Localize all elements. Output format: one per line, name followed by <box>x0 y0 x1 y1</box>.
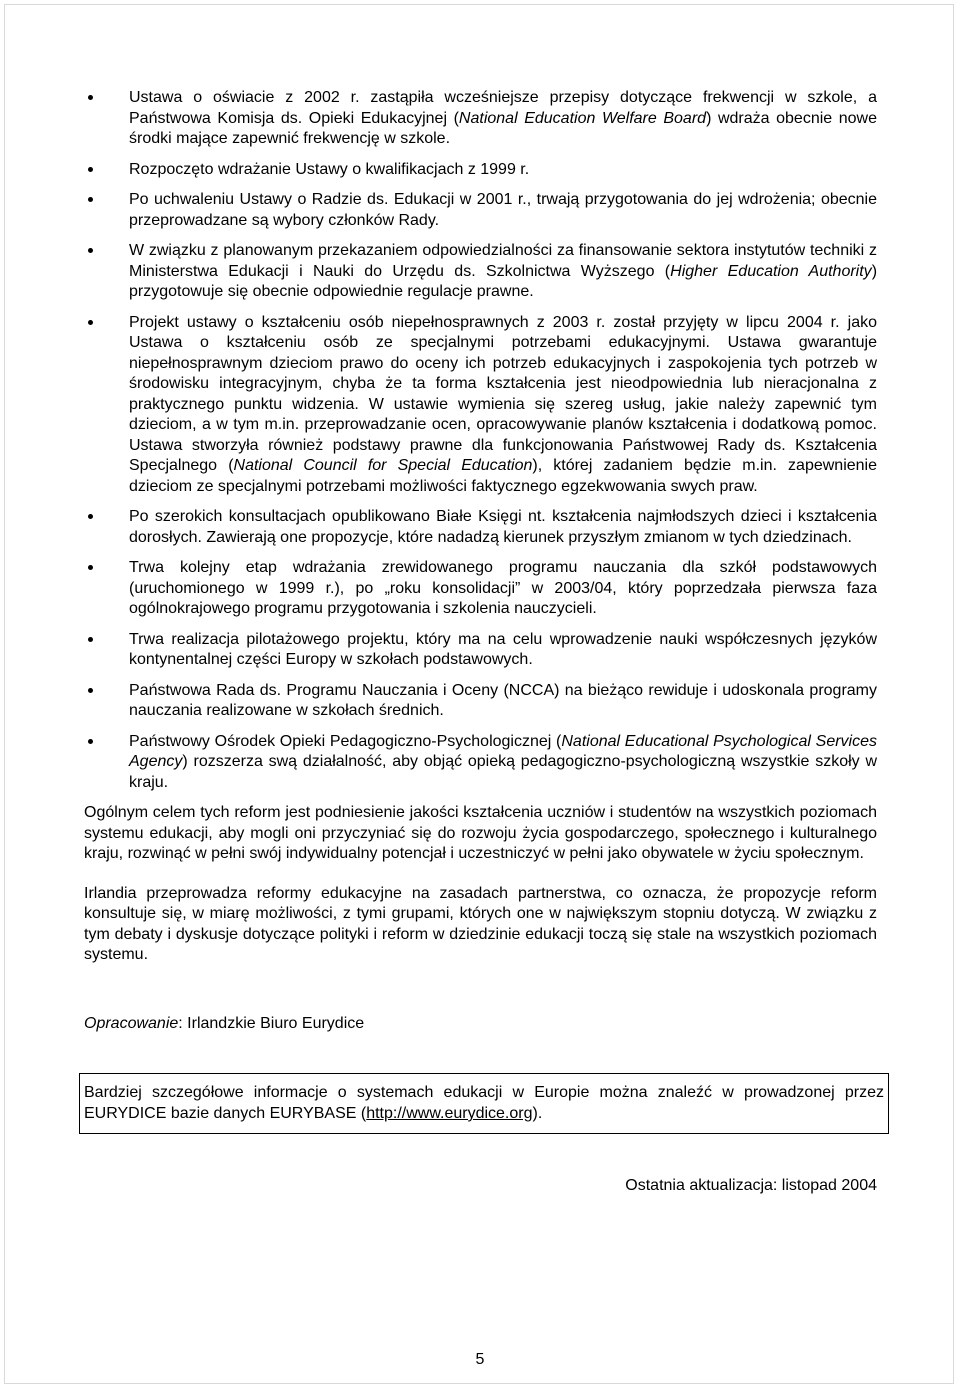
paragraphs <box>84 803 877 966</box>
bullet-icon <box>88 167 93 172</box>
credit-separator: : <box>178 1014 188 1032</box>
credit-value: Irlandzkie Biuro Eurydice <box>187 1014 365 1032</box>
list-item-text: Po uchwaleniu Ustawy o Radzie ds. Edukacji w 2001 r., trwają przygotowania do jej wdrożenia; obecnie przeprowadzane są wybory członków Rady. <box>129 191 877 229</box>
list-item-text: ) przygotowuje się obecnie odpowiednie regulacje prawne. <box>129 262 878 300</box>
list-item-italic-text: National Council for Special Education <box>233 457 533 474</box>
list-item-text: Po szerokich konsultacjach opublikowano Białe Księgi nt. kształcenia najmłodszych dzieci i kształcenia dorosłych. Zawierają one propozycje, które nadadzą kierunek przyszłym zmianom w tych dziedzinach. <box>129 508 877 546</box>
list-item-italic-text: National Education Welfare Board <box>458 109 707 127</box>
eurydice-link[interactable]: http://www.eurydice.org <box>366 1105 533 1122</box>
list-item <box>84 630 877 671</box>
bullet-icon <box>88 637 93 642</box>
bullet-icon <box>88 197 93 202</box>
list-item-text: ) rozszerza swą działalność, aby objąć opieką pedagogiczno-psychologiczną wszystkie szkoły w kraju. <box>129 753 877 791</box>
bullet-icon <box>88 688 93 693</box>
credit-line <box>84 1014 877 1035</box>
list-item <box>84 160 877 181</box>
info-box-text: Bardziej szczegółowe informacje o systemach edukacji w Europie można znaleźć w prowadzonej przez EURYDICE bazie danych EURYBASE ( <box>84 1084 884 1122</box>
bullet-icon <box>88 514 93 519</box>
bullet-icon <box>88 739 93 744</box>
list-item <box>84 313 877 498</box>
list-item-italic-text: National Educational Psychological Services Agency <box>129 732 877 770</box>
list-item-italic-text: Higher Education Authority <box>670 262 872 280</box>
bullet-icon <box>88 95 93 100</box>
list-item-text: Państwowy Ośrodek Opieki Pedagogiczno-Psychologicznej ( <box>129 732 562 750</box>
list-item <box>84 507 877 548</box>
paragraph-partnership: Irlandia przeprowadza reformy edukacyjne na zasadach partnerstwa, co oznacza, że propozycje reform konsultuje się, w miarę możliwości, z tymi grupami, których one w największym stopniu dotyczą. W związku z tym debaty i dyskusje dotyczące polityki i reform w dziedzinie edukacji toczą się stale na wszystkich poziomach systemu. <box>84 884 877 963</box>
list-item-text: Trwa realizacja pilotażowego projektu, który ma na celu wprowadzenie nauki współczesnych języków kontynentalnej części Europy w szkołach podstawowych. <box>129 630 877 668</box>
credit-label: Opracowanie <box>84 1014 179 1032</box>
bullet-icon <box>88 248 93 253</box>
list-item-text: ) wdraża obecnie nowe środki mające zapewnić frekwencję w szkole. <box>129 109 878 147</box>
list-item <box>84 558 877 620</box>
list-item-text: W związku z planowanym przekazaniem odpowiedzialności za finansowanie sektora instytutów techniki z Ministerstwa Edukacji i Nauki do Urzędu ds. Szkolnictwa Wyższego ( <box>129 242 877 280</box>
list-item <box>84 190 877 231</box>
page-number: 5 <box>475 1351 485 1368</box>
reform-list <box>84 88 877 793</box>
list-item <box>84 732 877 794</box>
info-box <box>79 1073 889 1134</box>
list-item-text: Państwowa Rada ds. Programu Nauczania i Oceny (NCCA) na bieżąco rewiduje i udoskonala programy nauczania realizowane w szkołach średnich. <box>129 681 877 719</box>
bullet-icon <box>88 320 93 325</box>
document-body <box>84 88 884 1197</box>
list-item <box>84 241 877 303</box>
list-item-text: Rozpoczęto wdrażanie Ustawy o kwalifikacjach z 1999 r. <box>129 160 530 178</box>
bullet-icon <box>88 565 93 570</box>
list-item <box>84 88 877 150</box>
list-item-text: Ustawa o oświacie z 2002 r. zastąpiła wcześniejsze przepisy dotyczące frekwencji w szkole, a Państwowa Komisja ds. Opieki Edukacyjnej ( <box>129 89 877 127</box>
info-box-text-end: ). <box>532 1105 543 1122</box>
list-item-text: ), której zadaniem będzie m.in. zapewnienie dzieciom ze specjalnymi potrzebami możliwości faktycznego egzekwowania swych praw. <box>129 457 877 495</box>
paragraph-reform-goal: Ogólnym celem tych reform jest podniesienie jakości kształcenia uczniów i studentów na wszystkich poziomach systemu edukacji, aby mogli oni przyczyniać się do rozwoju życia gospodarczego, społecznego i kulturalnego kraju, rozwinąć w pełni swój indywidualny potencjał i uczestniczyć w pełni jako obywatele w życiu społecznym. <box>84 804 877 862</box>
list-item-text: Projekt ustawy o kształceniu osób niepełnosprawnych z 2003 r. został przyjęty w lipcu 2004 r. jako Ustawa o kształceniu osób ze specjalnymi potrzebami edukacyjnymi. Ustawa gwarantuje niepełnosprawnym dzieciom prawo do oceny ich potrzeb edukacyjnych i zaspokojenia tych potrzeb w środowisku integracyjnym, chyba że ta forma kształcenia jest nieodpowiednia lub nieracjonalna z praktycznego punktu widzenia. W ustawie wymienia się szereg usług, jakie należy zapewnić tym dzieciom, a w tym m.in. przeprowadzanie ocen, opracowywanie planów kształcenia i dodatkową pomoc. Ustawa stworzyła również podstawy prawne dla funkcjonowania Państwowej Rady ds. Kształcenia Specjalnego ( <box>129 313 877 474</box>
list-item <box>84 681 877 722</box>
list-item-text: Trwa kolejny etap wdrażania zrewidowanego programu nauczania dla szkół podstawowych (uruchomionego w 1999 r.), po „roku konsolidacji” w 2003/04, który poprzedzała pierwsza faza ogólnokrajowego programu przygotowania i szkolenia nauczycieli. <box>129 559 877 617</box>
last-update: Ostatnia aktualizacja: listopad 2004 <box>625 1177 877 1194</box>
